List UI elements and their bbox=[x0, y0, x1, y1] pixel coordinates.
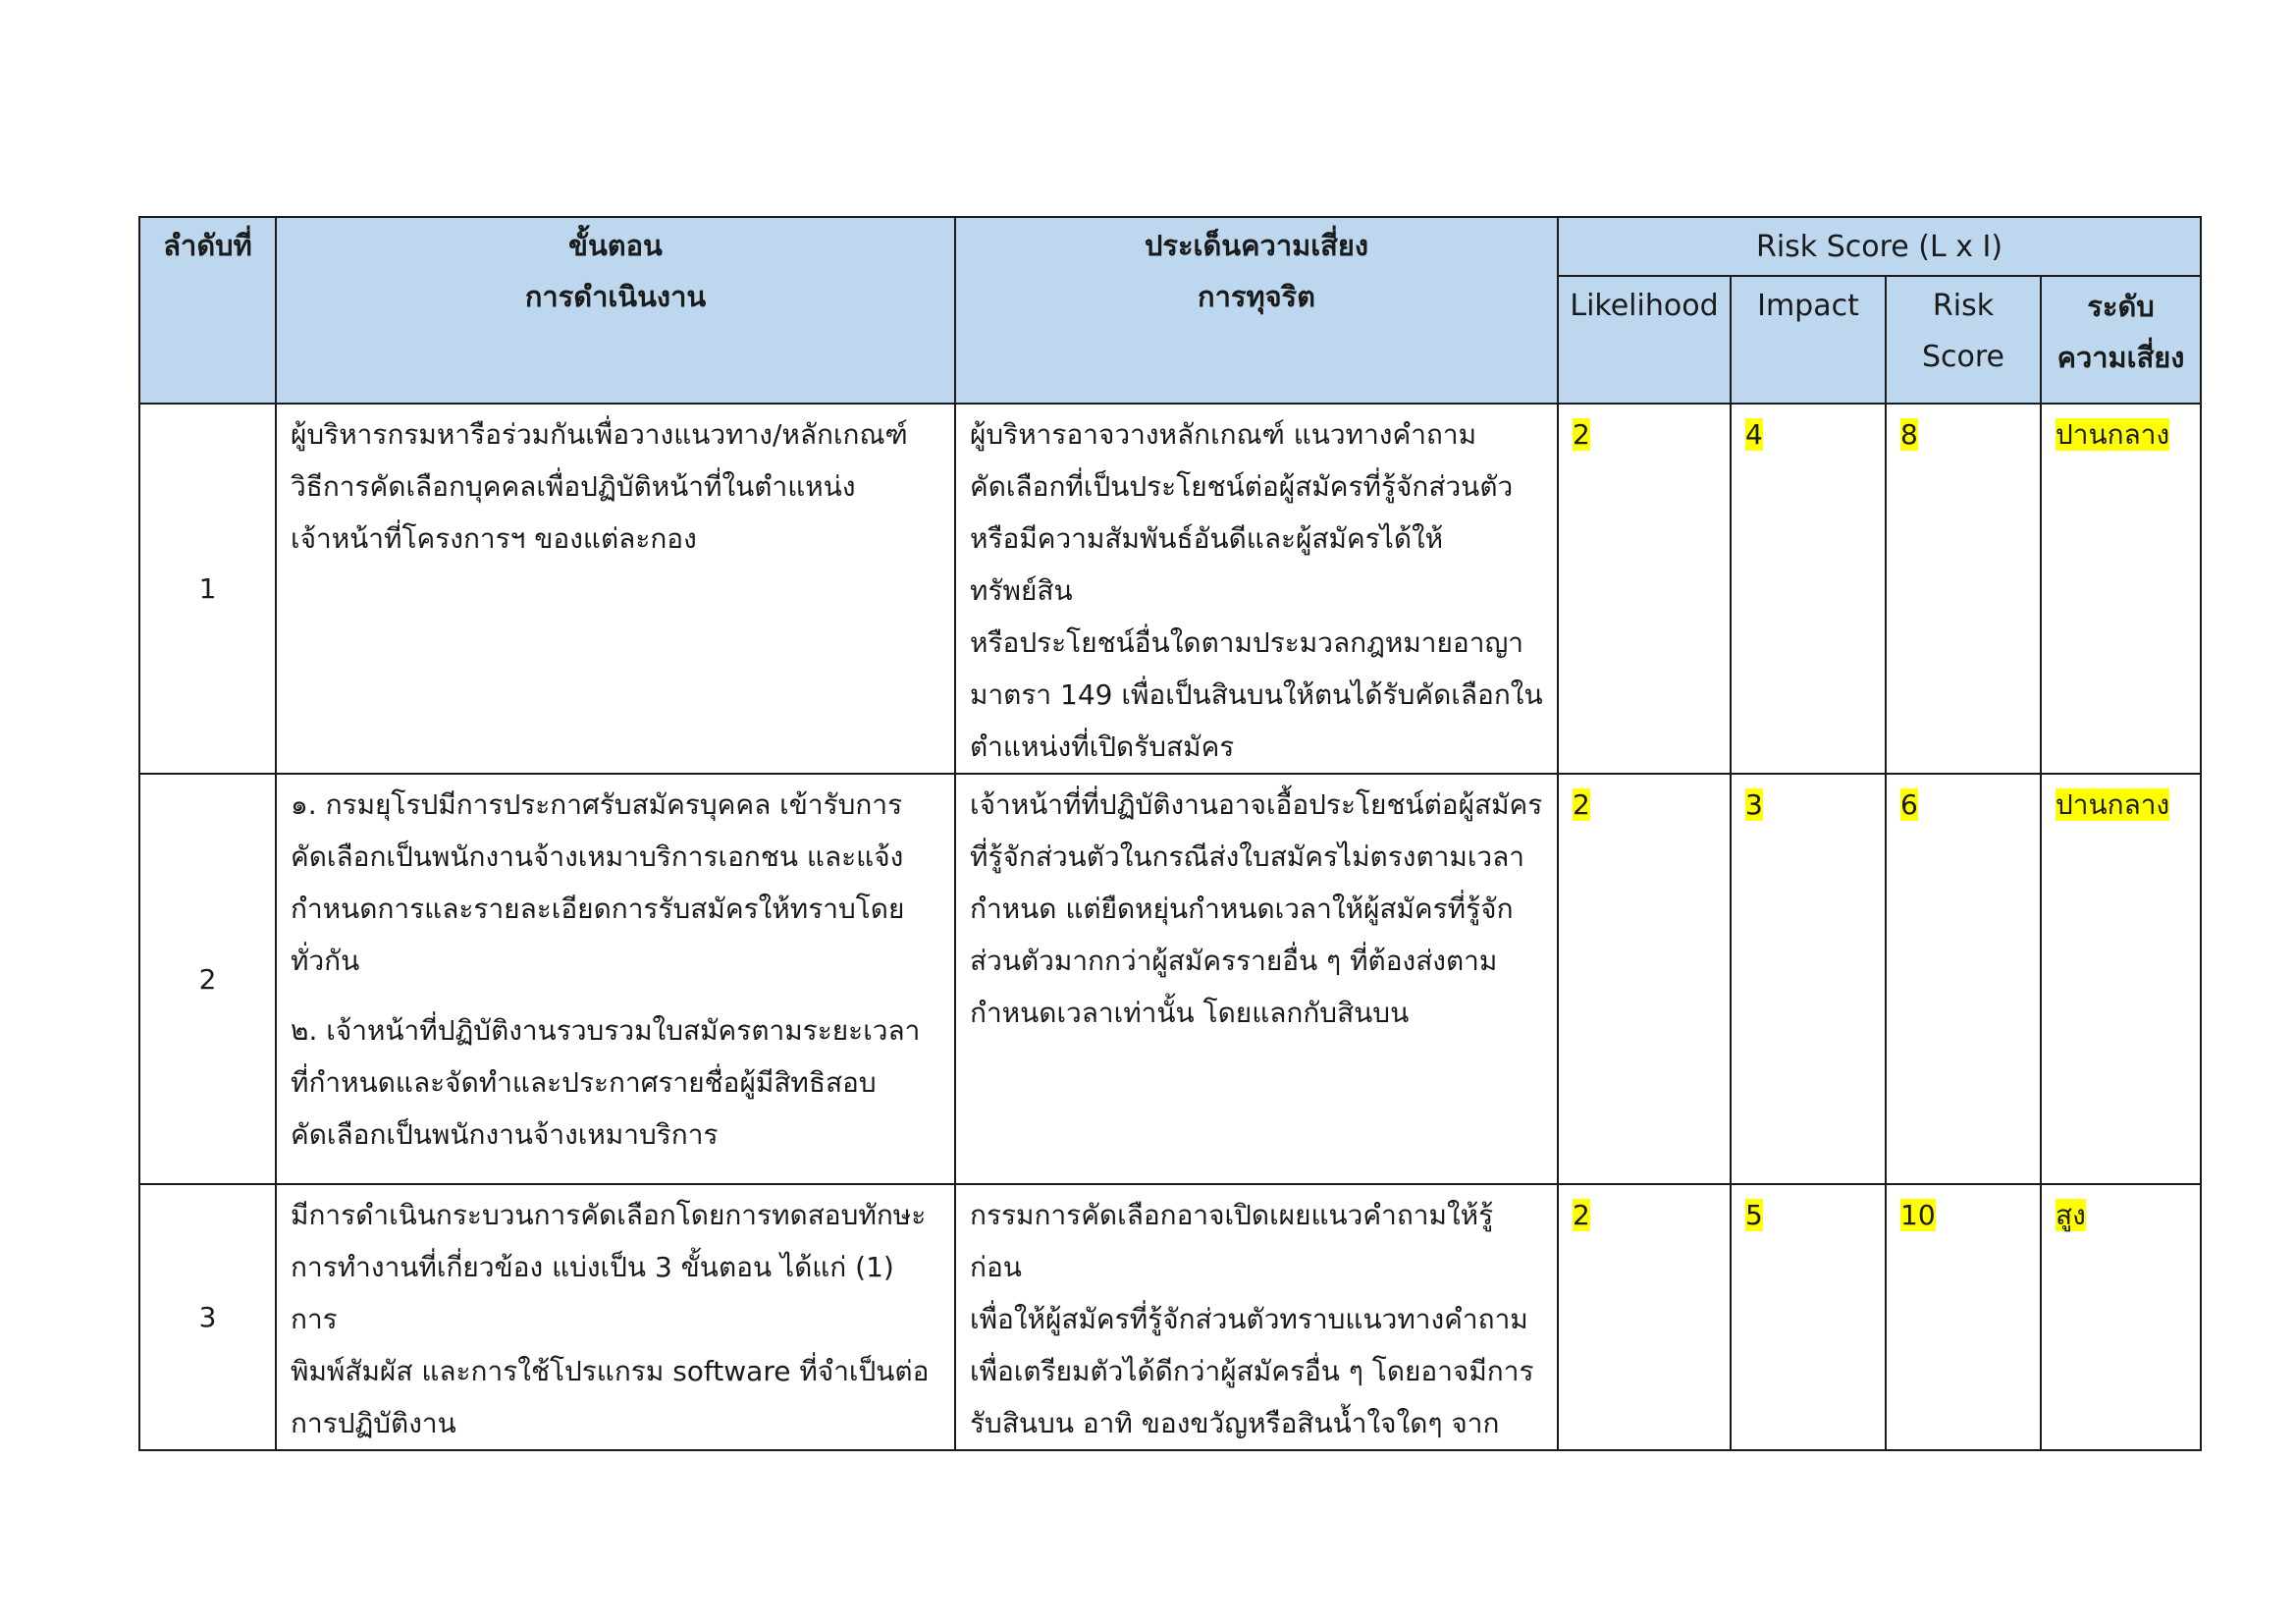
issue-line: กำหนด แต่ยืดหยุ่นกำหนดเวลาให้ผู้สมัครที่รู้จัก bbox=[970, 893, 1514, 925]
row-risk-level bbox=[2041, 404, 2201, 774]
step-line: ที่กำหนดและจัดทำและประกาศรายชื่อผู้มีสิทธิสอบ bbox=[291, 1066, 877, 1099]
row-risk-score bbox=[1886, 774, 2041, 1184]
row-likelihood bbox=[1558, 774, 1731, 1184]
impact-value: 5 bbox=[1745, 1199, 1763, 1231]
step-line: มีการดำเนินกระบวนการคัดเลือกโดยการทดสอบทักษะ bbox=[291, 1199, 927, 1231]
issue-line: เพื่อเตรียมตัวได้ดีกว่าผู้สมัครอื่น ๆ โดยอาจมีการ bbox=[970, 1355, 1534, 1387]
table-header bbox=[139, 217, 2201, 404]
row-risk-score bbox=[1886, 404, 2041, 774]
row-step bbox=[276, 774, 955, 1184]
row-likelihood bbox=[1558, 404, 1731, 774]
likelihood-value: 2 bbox=[1573, 788, 1590, 821]
row-seq bbox=[139, 404, 276, 774]
step-line: พิมพ์สัมผัส และการใช้โปรแกรม software ที่จำเป็นต่อ bbox=[291, 1355, 930, 1387]
table-row bbox=[139, 774, 2201, 1184]
header-level-line1: ระดับ bbox=[2087, 290, 2155, 323]
step-line: การทำงานที่เกี่ยวข้อง แบ่งเป็น 3 ขั้นตอน ได้แก่ (1) การ bbox=[291, 1251, 894, 1335]
issue-line: กำหนดเวลาเท่านั้น โดยแลกกับสินบน bbox=[970, 997, 1410, 1029]
header-risk-level bbox=[2041, 276, 2201, 404]
step-line: วิธีการคัดเลือกบุคคลเพื่อปฏิบัติหน้าที่ในตำแหน่ง bbox=[291, 470, 856, 503]
issue-line: รับสินบน อาทิ ของขวัญหรือสินน้ำใจใดๆ จาก bbox=[970, 1407, 1500, 1439]
issue-line: มาตรา 149 เพื่อเป็นสินบนให้ตนได้รับคัดเลือกใน bbox=[970, 678, 1543, 711]
header-risk-score-group bbox=[1558, 217, 2201, 276]
header-step-line1: ขั้นตอน bbox=[568, 229, 663, 262]
issue-line: ส่วนตัวมากกว่าผู้สมัครรายอื่น ๆ ที่ต้องส่งตาม bbox=[970, 945, 1498, 977]
row-step bbox=[276, 1184, 955, 1450]
header-risk-line1: Risk bbox=[1932, 289, 1995, 323]
header-impact-label: Impact bbox=[1757, 289, 1859, 323]
header-risk-score-group-label: Risk Score (L x I) bbox=[1755, 230, 2003, 264]
risk-level-value: สูง bbox=[2056, 1199, 2086, 1231]
header-seq bbox=[139, 217, 276, 404]
header-issue bbox=[955, 217, 1558, 404]
step-line: การปฏิบัติงาน bbox=[291, 1407, 456, 1439]
header-issue-line1: ประเด็นความเสี่ยง bbox=[1145, 229, 1368, 262]
row-impact bbox=[1731, 774, 1886, 1184]
likelihood-value: 2 bbox=[1573, 1199, 1590, 1231]
step-line: คัดเลือกเป็นพนักงานจ้างเหมาบริการเอกชน และแจ้ง bbox=[291, 840, 904, 873]
row-risk-level bbox=[2041, 774, 2201, 1184]
issue-line: คัดเลือกที่เป็นประโยชน์ต่อผู้สมัครที่รู้จักส่วนตัว bbox=[970, 470, 1514, 503]
risk-level-value: ปานกลาง bbox=[2056, 788, 2170, 821]
risk-score-value: 6 bbox=[1900, 788, 1918, 821]
risk-score-value: 10 bbox=[1900, 1199, 1936, 1231]
header-step-line2: การดำเนินงาน bbox=[524, 280, 707, 313]
row-seq bbox=[139, 1184, 276, 1450]
risk-assessment-table bbox=[138, 216, 2202, 1451]
header-level-line2: ความเสี่ยง bbox=[2056, 341, 2185, 374]
step-line: กำหนดการและรายละเอียดการรับสมัครให้ทราบโดย bbox=[291, 893, 905, 925]
row-seq bbox=[139, 774, 276, 1184]
issue-line: เจ้าหน้าที่ที่ปฏิบัติงานอาจเอื้อประโยชน์ต่อผู้สมัคร bbox=[970, 788, 1543, 821]
impact-value: 3 bbox=[1745, 788, 1763, 821]
step-line: ๒. เจ้าหน้าที่ปฏิบัติงานรวบรวมใบสมัครตามระยะเวลา bbox=[291, 1014, 921, 1047]
row-impact bbox=[1731, 1184, 1886, 1450]
issue-line: ตำแหน่งที่เปิดรับสมัคร bbox=[970, 731, 1235, 763]
row-risk-level bbox=[2041, 1184, 2201, 1450]
row-likelihood bbox=[1558, 1184, 1731, 1450]
issue-line: ที่รู้จักส่วนตัวในกรณีส่งใบสมัครไม่ตรงตามเวลา bbox=[970, 840, 1524, 873]
step-line: คัดเลือกเป็นพนักงานจ้างเหมาบริการ bbox=[291, 1118, 719, 1151]
step-line: ๑. กรมยุโรปมีการประกาศรับสมัครบุคคล เข้ารับการ bbox=[291, 788, 903, 821]
table-body bbox=[139, 404, 2201, 1450]
header-likelihood bbox=[1558, 276, 1731, 404]
header-likelihood-label: Likelihood bbox=[1570, 289, 1719, 323]
step-line: เจ้าหน้าที่โครงการฯ ของแต่ละกอง bbox=[291, 522, 697, 555]
issue-line: ผู้บริหารอาจวางหลักเกณฑ์ แนวทางคำถาม bbox=[970, 418, 1477, 451]
issue-line: กรรมการคัดเลือกอาจเปิดเผยแนวคำถามให้รู้ก่อน bbox=[970, 1199, 1494, 1283]
impact-value: 4 bbox=[1745, 418, 1763, 451]
row-risk-score bbox=[1886, 1184, 2041, 1450]
header-risk-line2: Score bbox=[1921, 340, 2005, 374]
step-paragraph-2 bbox=[291, 1004, 940, 1161]
header-impact bbox=[1731, 276, 1886, 404]
row-issue bbox=[955, 774, 1558, 1184]
row-issue bbox=[955, 404, 1558, 774]
row-impact bbox=[1731, 404, 1886, 774]
row-step bbox=[276, 404, 955, 774]
issue-line: หรือมีความสัมพันธ์อันดีและผู้สมัครได้ให้ทรัพย์สิน bbox=[970, 522, 1444, 607]
table-row bbox=[139, 404, 2201, 774]
header-seq-label: ลำดับที่ bbox=[163, 229, 252, 262]
issue-line: เพื่อให้ผู้สมัครที่รู้จักส่วนตัวทราบแนวทางคำถาม bbox=[970, 1303, 1528, 1335]
likelihood-value: 2 bbox=[1573, 418, 1590, 451]
row-issue bbox=[955, 1184, 1558, 1450]
risk-score-value: 8 bbox=[1900, 418, 1918, 451]
step-line: ทั่วกัน bbox=[291, 945, 360, 977]
risk-level-value: ปานกลาง bbox=[2056, 418, 2170, 451]
header-issue-line2: การทุจริต bbox=[1198, 280, 1315, 313]
header-risk-score bbox=[1886, 276, 2041, 404]
header-step bbox=[276, 217, 955, 404]
row-seq-value: 3 bbox=[198, 1301, 217, 1333]
issue-line: หรือประโยชน์อื่นใดตามประมวลกฎหมายอาญา bbox=[970, 626, 1524, 659]
step-paragraph-1 bbox=[291, 779, 940, 987]
row-seq-value: 1 bbox=[198, 572, 217, 605]
table-row bbox=[139, 1184, 2201, 1450]
step-line: ผู้บริหารกรมหารือร่วมกันเพื่อวางแนวทาง/หลักเกณฑ์ bbox=[291, 418, 908, 451]
row-seq-value: 2 bbox=[198, 962, 217, 996]
